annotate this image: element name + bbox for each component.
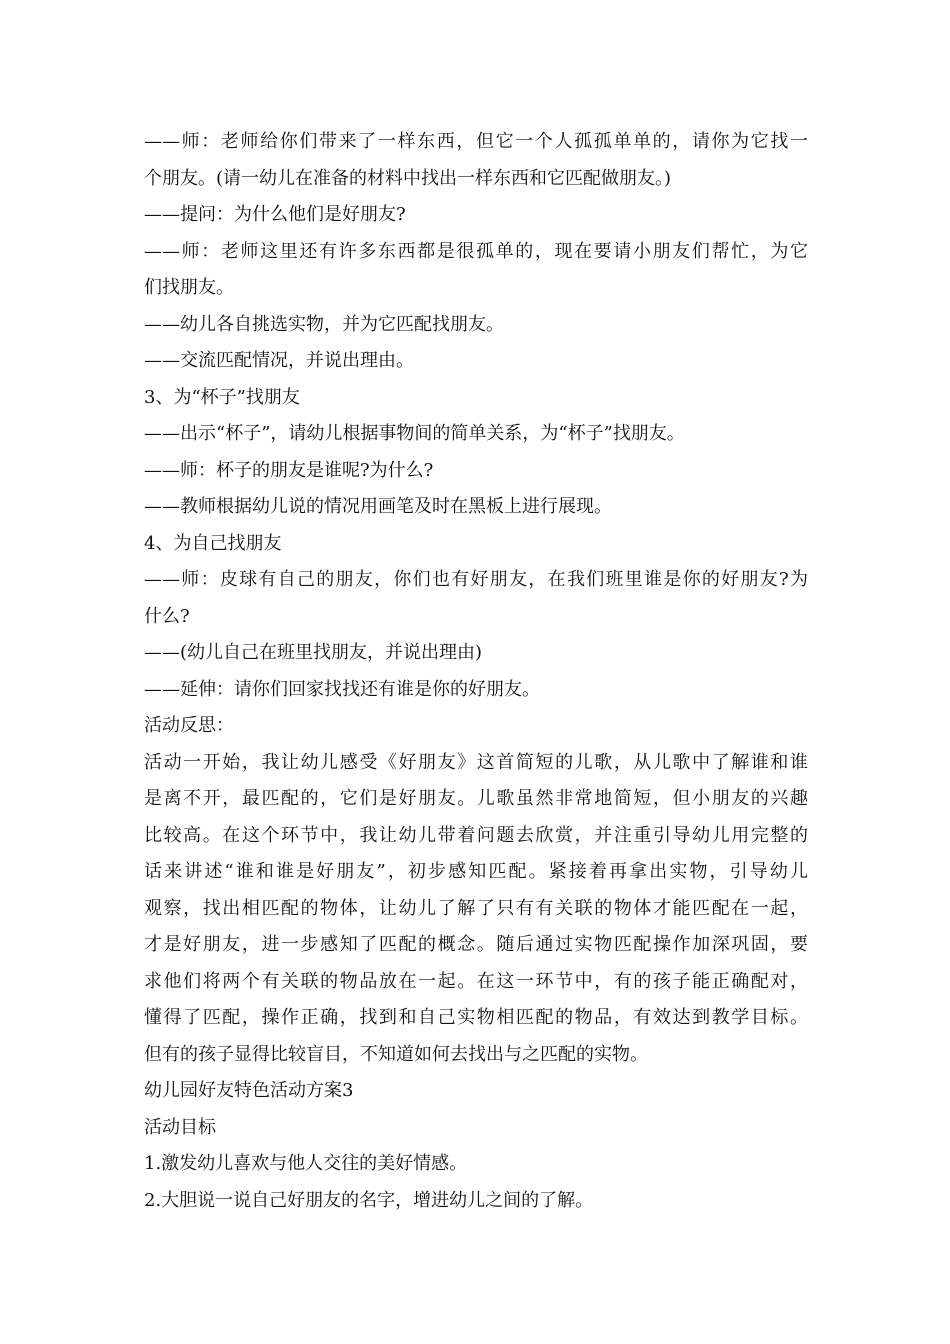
- document-body: [144, 124, 808, 1219]
- text-line: 个朋友。(请一幼儿在准备的材料中找出一样东西和它匹配做朋友。): [144, 167, 672, 189]
- text-line: ——幼儿各自挑选实物，并为它匹配找朋友。: [144, 313, 504, 335]
- text-line: ——师：老师这里还有许多东西都是很孤单的，现在要请小朋友们帮忙，为它: [144, 240, 808, 262]
- text-line: ——教师根据幼儿说的情况用画笔及时在黑板上进行展现。: [144, 496, 612, 517]
- text-line: 1.激发幼儿喜欢与他人交往的美好情感。: [144, 1153, 468, 1174]
- text-line: ——(幼儿自己在班里找朋友，并说出理由): [144, 642, 483, 663]
- text-line: 才是好朋友，进一步感知了匹配的概念。随后通过实物匹配操作加深巩固，要: [144, 934, 808, 955]
- text-line: ——出示“杯子”，请幼儿根据事物间的简单关系，为“杯子”找朋友。: [144, 423, 685, 444]
- text-line: 2.大胆说一说自己好朋友的名字，增进幼儿之间的了解。: [144, 1189, 594, 1211]
- text-line: 求他们将两个有关联的物品放在一起。在这一环节中，有的孩子能正确配对，: [144, 970, 808, 992]
- text-line: 比较高。在这个环节中，我让幼儿带着问题去欣赏，并注重引导幼儿用完整的: [144, 824, 808, 846]
- text-line: 话来讲述“谁和谁是好朋友”，初步感知匹配。紧接着再拿出实物，引导幼儿: [144, 861, 808, 882]
- text-line: 活动一开始，我让幼儿感受《好朋友》这首简短的儿歌，从儿歌中了解谁和谁: [144, 751, 808, 773]
- text-line: ——提问：为什么他们是好朋友?: [144, 204, 406, 225]
- text-line: 是离不开，最匹配的，它们是好朋友。儿歌虽然非常地简短，但小朋友的兴趣: [144, 788, 808, 809]
- text-line: ——师：杯子的朋友是谁呢?为什么?: [144, 459, 434, 481]
- text-line: 幼儿园好友特色活动方案3: [144, 1080, 354, 1101]
- text-line: 3、为“杯子”找朋友: [144, 386, 300, 408]
- text-line: 们找朋友。: [144, 277, 234, 298]
- text-line: 什么?: [144, 605, 190, 627]
- text-line: 活动目标: [144, 1116, 216, 1138]
- text-line: ——延伸：请你们回家找找还有谁是你的好朋友。: [144, 678, 540, 700]
- text-line: 观察，找出相匹配的物体，让幼儿了解了只有有关联的物体才能匹配在一起，: [144, 897, 808, 919]
- text-line: ——交流匹配情况，并说出理由。: [144, 350, 414, 371]
- text-line: ——师：皮球有自己的朋友，你们也有好朋友，在我们班里谁是你的好朋友?为: [144, 569, 808, 590]
- text-line: 但有的孩子显得比较盲目，不知道如何去找出与之匹配的实物。: [144, 1043, 648, 1065]
- text-line: ——师：老师给你们带来了一样东西，但它一个人孤孤单单的，请你为它找一: [144, 131, 808, 152]
- text-line: 4、为自己找朋友: [144, 532, 282, 554]
- text-line: 活动反思：: [144, 715, 234, 736]
- text-line: 懂得了匹配，操作正确，找到和自己实物相匹配的物品，有效达到教学目标。: [144, 1007, 808, 1028]
